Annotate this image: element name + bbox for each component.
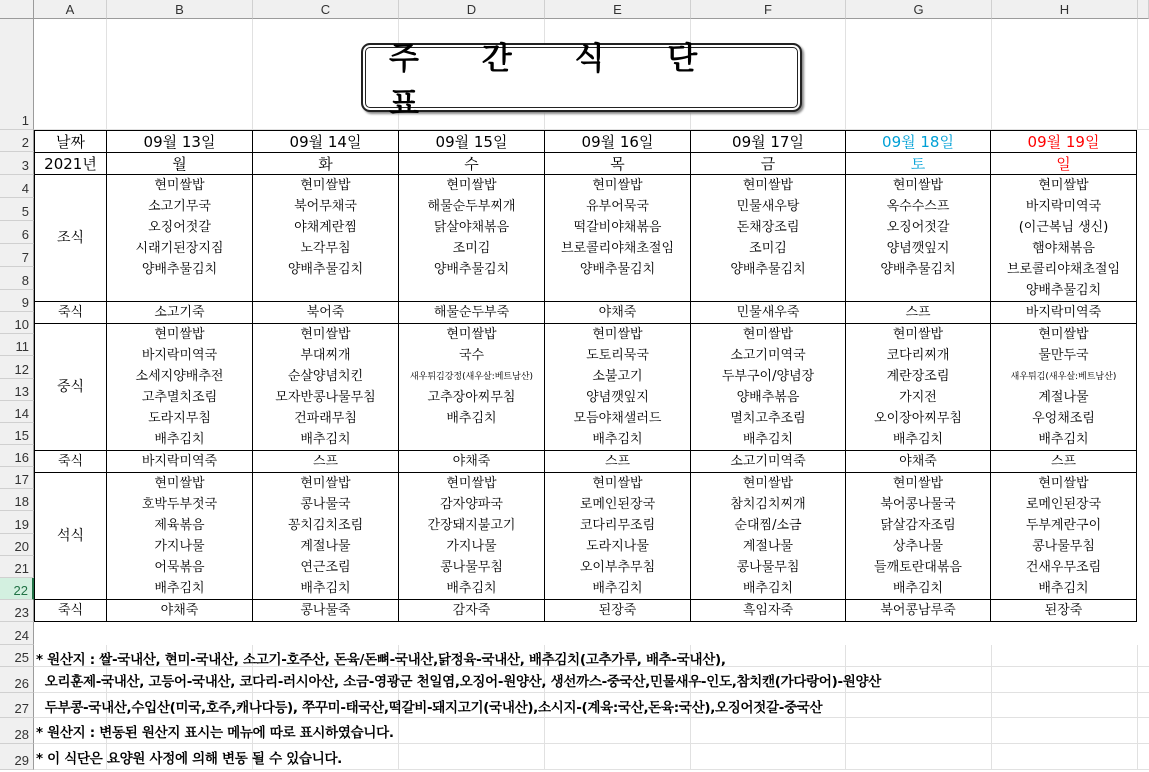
gridline-v [991,645,992,770]
lunch-item[interactable]: 모듬야채샐러드 [545,408,691,429]
dinner-item[interactable]: 배추김치 [399,578,545,600]
dinner-item[interactable]: 코다리무조림 [545,515,691,536]
lunch-item[interactable]: 배추김치 [253,429,399,451]
lunch-item[interactable]: 배추김치 [107,429,253,451]
row-header-21[interactable]: 21 [0,556,34,578]
lunch-row [35,387,1137,408]
row-header-15[interactable]: 15 [0,423,34,445]
breakfast-item[interactable]: 현미쌀밥 [691,175,846,197]
lunch-item[interactable]: 양념깻잎지 [545,387,691,408]
note-line: * 원산지 : 쌀-국내산, 현미-국내산, 소고기-호주산, 돈육/돈뼈-국내산,닭정육-국내산, 배추김치(고추가루, 배추-국내산), [36,652,726,668]
lunch-row [35,366,1137,387]
porridge-item[interactable]: 소고기미역죽 [691,451,846,473]
breakfast-item[interactable]: 유부어묵국 [545,196,691,217]
column-header-c[interactable]: C [253,0,399,19]
lunch-item[interactable]: 현미쌀밥 [846,324,991,346]
row-header-25[interactable]: 25 [0,645,34,667]
breakfast-row [35,196,1137,217]
lunch-item[interactable]: 배추김치 [399,408,545,429]
date-cell[interactable]: 09월 14일 [253,131,399,153]
lunch-row [35,345,1137,366]
dinner-item[interactable]: 참치김치찌개 [691,494,846,515]
dinner-row [35,473,1137,495]
row-header-22[interactable]: 22 [0,578,34,600]
dinner-item[interactable]: 순대찜/소금 [691,515,846,536]
weekday-cell[interactable]: 수 [399,153,545,175]
lunch-item[interactable]: 소불고기 [545,366,691,387]
row-header-5[interactable]: 5 [0,198,34,221]
dinner-item[interactable]: 도라지나물 [545,536,691,557]
breakfast-label[interactable]: 조식 [35,175,107,302]
note-line: * 이 식단은 요양원 사정에 의해 변동 될 수 있습니다. [36,751,343,767]
porridge-item[interactable]: 바지락미역죽 [991,302,1137,324]
breakfast-row [35,238,1137,259]
column-header-e[interactable]: E [545,0,691,19]
dinner-item[interactable]: 상추나물 [846,536,991,557]
lunch-row [35,408,1137,429]
note-line: * 원산지 : 변동된 원산지 표시는 메뉴에 따로 표시하였습니다. [36,725,394,741]
porridge-label[interactable]: 죽식 [35,600,107,622]
gridline-v [845,645,846,770]
lunch-item[interactable]: 현미쌀밥 [691,324,846,346]
gridline-v [1137,645,1138,770]
title-box[interactable] [361,40,802,122]
row-header-3[interactable]: 3 [0,152,34,175]
dinner-item[interactable]: 콩나물무침 [399,557,545,578]
row-header-27[interactable]: 27 [0,693,34,718]
weekday-cell[interactable]: 화 [253,153,399,175]
dinner-item[interactable]: 계절나물 [253,536,399,557]
dinner-item[interactable]: 배추김치 [253,578,399,600]
lunch-item[interactable]: 도토리묵국 [545,345,691,366]
row-header-2[interactable]: 2 [0,130,34,152]
weekday-cell[interactable]: 금 [691,153,846,175]
lunch-item[interactable]: 현미쌀밥 [253,324,399,346]
lunch-item[interactable]: 순살양념치킨 [253,366,399,387]
lunch-item[interactable]: 코다리찌개 [846,345,991,366]
breakfast-item[interactable]: 양배추물김치 [846,259,991,280]
dinner-item[interactable]: 두부계란구이 [991,515,1137,536]
breakfast-item[interactable]: 민물새우탕 [691,196,846,217]
lunch-row [35,429,1137,451]
lunch-item[interactable]: 새우튀김강정(새우살:베트남산) [399,366,545,387]
lunch-item[interactable]: 건파래무침 [253,408,399,429]
breakfast-item[interactable]: 브로콜리야채초절임 [545,238,691,259]
dinner-item[interactable]: 가지나물 [399,536,545,557]
porridge-item[interactable]: 야채죽 [545,302,691,324]
porridge-item[interactable]: 된장죽 [545,600,691,622]
gridline-v [991,19,992,130]
breakfast-item[interactable]: 햄야채볶음 [991,238,1137,259]
dinner-item[interactable]: 현미쌀밥 [991,473,1137,495]
dinner-item[interactable]: 어묵볶음 [107,557,253,578]
breakfast-item[interactable]: 시래기된장지짐 [107,238,253,259]
lunch-item[interactable]: 모자반콩나물무침 [253,387,399,408]
gridline-h [34,769,1149,770]
dinner-item[interactable]: 닭살감자조림 [846,515,991,536]
breakfast-item[interactable]: 돈채장조림 [691,217,846,238]
page-title: 주 간 식 단 표 [389,40,724,122]
breakfast-item[interactable] [253,280,399,302]
dinner-item[interactable]: 건새우무조림 [991,557,1137,578]
breakfast-item[interactable]: 현미쌀밥 [253,175,399,197]
dinner-item[interactable]: 배추김치 [691,578,846,600]
breakfast-item[interactable] [399,280,545,302]
dinner-item[interactable]: 현미쌀밥 [399,473,545,495]
weekday-row [35,153,1137,175]
breakfast-item[interactable] [107,280,253,302]
lunch-item[interactable]: 새우튀김(새우살:베트남산) [991,366,1137,387]
row-header-6[interactable]: 6 [0,221,34,244]
breakfast-row [35,259,1137,280]
porridge-item[interactable]: 민물새우죽 [691,302,846,324]
gridline-v [252,19,253,130]
lunch-item[interactable]: 계란장조림 [846,366,991,387]
breakfast-item[interactable]: 조미김 [691,238,846,259]
breakfast-item[interactable]: 조미김 [399,238,545,259]
porridge-row [35,451,1137,473]
breakfast-item[interactable]: 브로콜리야채초절임 [991,259,1137,280]
row-header-19[interactable]: 19 [0,511,34,534]
breakfast-row [35,280,1137,302]
gridline-h [34,743,1149,744]
dinner-item[interactable]: 호박두부젓국 [107,494,253,515]
lunch-label[interactable]: 중식 [35,324,107,451]
breakfast-item[interactable] [545,280,691,302]
breakfast-item[interactable]: 야채계란찜 [253,217,399,238]
row-header-16[interactable]: 16 [0,445,34,467]
row-header-4[interactable]: 4 [0,175,34,198]
row-header-28[interactable]: 28 [0,718,34,744]
dinner-item[interactable]: 꽁치김치조림 [253,515,399,536]
year-label[interactable]: 2021년 [35,153,107,175]
column-header-b[interactable]: B [107,0,253,19]
lunch-item[interactable]: 배추김치 [846,429,991,451]
weekday-cell[interactable]: 월 [107,153,253,175]
porridge-item[interactable]: 스프 [545,451,691,473]
dinner-item[interactable]: 들깨토란대볶음 [846,557,991,578]
porridge-item[interactable]: 된장죽 [991,600,1137,622]
dinner-item[interactable]: 제육볶음 [107,515,253,536]
dinner-item[interactable]: 로메인된장국 [991,494,1137,515]
porridge-item[interactable]: 소고기죽 [107,302,253,324]
date-label[interactable]: 날짜 [35,131,107,153]
breakfast-item[interactable]: 양배추물김치 [107,259,253,280]
porridge-item[interactable]: 스프 [991,451,1137,473]
lunch-item[interactable]: 현미쌀밥 [545,324,691,346]
dinner-row [35,578,1137,600]
lunch-item[interactable]: 소세지양배추전 [107,366,253,387]
lunch-item[interactable]: 국수 [399,345,545,366]
row-header-24[interactable]: 24 [0,622,34,645]
row-header-1[interactable]: 1 [0,19,34,130]
lunch-item[interactable]: 현미쌀밥 [399,324,545,346]
breakfast-item[interactable]: 양배추물김치 [691,259,846,280]
lunch-item[interactable]: 멸치고추조림 [691,408,846,429]
breakfast-item[interactable]: 북어무채국 [253,196,399,217]
lunch-item[interactable]: 바지락미역국 [107,345,253,366]
porridge-item[interactable]: 감자죽 [399,600,545,622]
row-header-9[interactable]: 9 [0,290,34,312]
breakfast-item[interactable]: 현미쌀밥 [399,175,545,197]
breakfast-item[interactable]: 현미쌀밥 [545,175,691,197]
row-header-23[interactable]: 23 [0,600,34,622]
row-header-17[interactable]: 17 [0,467,34,489]
row-header-13[interactable]: 13 [0,379,34,401]
date-cell[interactable]: 09월 17일 [691,131,846,153]
note-line: 오리훈제-국내산, 고등어-국내산, 코다리-러시아산, 소금-영광군 천일염,오징어-원양산, 생선까스-중국산,민물새우-인도,참치캔(가다랑어)-원양산 [36,674,881,690]
column-header-filler [1138,0,1149,19]
row-header-11[interactable]: 11 [0,334,34,356]
column-header-d[interactable]: D [399,0,545,19]
dinner-item[interactable]: 계절나물 [691,536,846,557]
lunch-item[interactable]: 소고기미역국 [691,345,846,366]
lunch-item[interactable] [399,429,545,451]
dinner-item[interactable]: 북어콩나물국 [846,494,991,515]
dinner-item[interactable]: 콩나물무침 [991,536,1137,557]
dinner-row [35,557,1137,578]
lunch-item[interactable]: 현미쌀밥 [991,324,1137,346]
breakfast-item[interactable]: 양배추물김치 [399,259,545,280]
lunch-item[interactable]: 현미쌀밥 [107,324,253,346]
row-header-20[interactable]: 20 [0,534,34,556]
lunch-row [35,324,1137,346]
porridge-row [35,302,1137,324]
date-cell[interactable]: 09월 16일 [545,131,691,153]
breakfast-row [35,217,1137,238]
row-header-12[interactable]: 12 [0,356,34,379]
lunch-item[interactable]: 물만두국 [991,345,1137,366]
breakfast-item[interactable]: 해물순두부찌개 [399,196,545,217]
breakfast-item[interactable]: 소고기무국 [107,196,253,217]
dinner-item[interactable]: 로메인된장국 [545,494,691,515]
date-row [35,131,1137,153]
dinner-item[interactable]: 배추김치 [107,578,253,600]
dinner-item[interactable]: 간장돼지불고기 [399,515,545,536]
gridline-v [845,19,846,130]
dinner-item[interactable]: 콩나물무침 [691,557,846,578]
breakfast-item[interactable] [846,280,991,302]
porridge-item[interactable]: 콩나물죽 [253,600,399,622]
breakfast-item[interactable]: 양배추물김치 [545,259,691,280]
breakfast-item[interactable]: (이근복님 생신) [991,217,1137,238]
breakfast-item[interactable]: 옥수수스프 [846,196,991,217]
column-header-f[interactable]: F [691,0,846,19]
breakfast-item[interactable]: 오징어젓갈 [846,217,991,238]
column-header-g[interactable]: G [846,0,992,19]
porridge-label[interactable]: 죽식 [35,302,107,324]
breakfast-item[interactable]: 닭살야채볶음 [399,217,545,238]
column-header-h[interactable]: H [992,0,1138,19]
porridge-item[interactable]: 바지락미역죽 [107,451,253,473]
breakfast-item[interactable]: 바지락미역국 [991,196,1137,217]
dinner-item[interactable]: 오이부추무침 [545,557,691,578]
gridline-v [1137,19,1138,130]
dinner-item[interactable]: 배추김치 [545,578,691,600]
porridge-item[interactable]: 스프 [846,302,991,324]
gridline-h [34,717,1149,718]
porridge-item[interactable]: 야채죽 [846,451,991,473]
porridge-item[interactable]: 스프 [253,451,399,473]
dinner-row [35,515,1137,536]
porridge-item[interactable]: 북어콩남루죽 [846,600,991,622]
menu-table [34,130,1137,622]
row-header-10[interactable]: 10 [0,312,34,334]
lunch-item[interactable]: 도라지무침 [107,408,253,429]
dinner-item[interactable]: 현미쌀밥 [846,473,991,495]
lunch-item[interactable]: 계절나물 [991,387,1137,408]
lunch-item[interactable]: 배추김치 [691,429,846,451]
dinner-item[interactable]: 현미쌀밥 [545,473,691,495]
dinner-item[interactable]: 연근조림 [253,557,399,578]
row-header-29[interactable]: 29 [0,744,34,770]
select-all-corner[interactable] [0,0,34,19]
breakfast-item[interactable]: 오징어젓갈 [107,217,253,238]
breakfast-item[interactable]: 현미쌀밥 [991,175,1137,197]
breakfast-item[interactable]: 양배추물김치 [253,259,399,280]
lunch-item[interactable]: 오이장아찌무침 [846,408,991,429]
weekday-cell[interactable]: 토 [846,153,991,175]
lunch-item[interactable]: 가지전 [846,387,991,408]
porridge-label[interactable]: 죽식 [35,451,107,473]
lunch-item[interactable]: 두부구이/양념장 [691,366,846,387]
breakfast-item[interactable]: 양배추물김치 [991,280,1137,302]
row-header-26[interactable]: 26 [0,667,34,693]
dinner-item[interactable]: 배추김치 [991,578,1137,600]
dinner-item[interactable]: 가지나물 [107,536,253,557]
row-header-8[interactable]: 8 [0,267,34,290]
lunch-item[interactable]: 고추장아찌무침 [399,387,545,408]
weekday-cell[interactable]: 일 [991,153,1137,175]
dinner-item[interactable]: 배추김치 [846,578,991,600]
breakfast-item[interactable]: 노각무침 [253,238,399,259]
dinner-row [35,536,1137,557]
date-cell[interactable]: 09월 15일 [399,131,545,153]
lunch-item[interactable]: 배추김치 [545,429,691,451]
breakfast-item[interactable]: 양념깻잎지 [846,238,991,259]
dinner-label[interactable]: 석식 [35,473,107,600]
dinner-item[interactable]: 현미쌀밥 [107,473,253,495]
date-cell[interactable]: 09월 19일 [991,131,1137,153]
porridge-row [35,600,1137,622]
column-header-a[interactable]: A [34,0,107,19]
gridline-h [34,692,1149,693]
dinner-item[interactable]: 감자양파국 [399,494,545,515]
date-cell[interactable]: 09월 18일 [846,131,991,153]
breakfast-item[interactable]: 현미쌀밥 [846,175,991,197]
porridge-item[interactable]: 해물순두부죽 [399,302,545,324]
gridline-v [106,19,107,130]
lunch-item[interactable]: 양배추볶음 [691,387,846,408]
lunch-item[interactable]: 배추김치 [991,429,1137,451]
porridge-item[interactable]: 북어죽 [253,302,399,324]
lunch-item[interactable]: 우엉채조림 [991,408,1137,429]
date-cell[interactable]: 09월 13일 [107,131,253,153]
dinner-row [35,494,1137,515]
note-line: 두부콩-국내산,수입산(미국,호주,캐나다등), 쭈꾸미-태국산,떡갈비-돼지고기(국내산),소시지-(계육:국산,돈육:국산),오징어젓갈-중국산 [36,700,823,716]
lunch-item[interactable]: 고추멸치조림 [107,387,253,408]
dinner-item[interactable]: 콩나물국 [253,494,399,515]
breakfast-item[interactable]: 현미쌀밥 [107,175,253,197]
dinner-item[interactable]: 현미쌀밥 [253,473,399,495]
porridge-item[interactable]: 야채죽 [107,600,253,622]
breakfast-row [35,175,1137,197]
porridge-item[interactable]: 야채죽 [399,451,545,473]
row-header-18[interactable]: 18 [0,489,34,511]
porridge-item[interactable]: 흑임자죽 [691,600,846,622]
lunch-item[interactable]: 부대찌개 [253,345,399,366]
breakfast-item[interactable] [691,280,846,302]
breakfast-item[interactable]: 떡갈비야채볶음 [545,217,691,238]
row-header-7[interactable]: 7 [0,244,34,267]
weekday-cell[interactable]: 목 [545,153,691,175]
dinner-item[interactable]: 현미쌀밥 [691,473,846,495]
row-header-14[interactable]: 14 [0,401,34,423]
